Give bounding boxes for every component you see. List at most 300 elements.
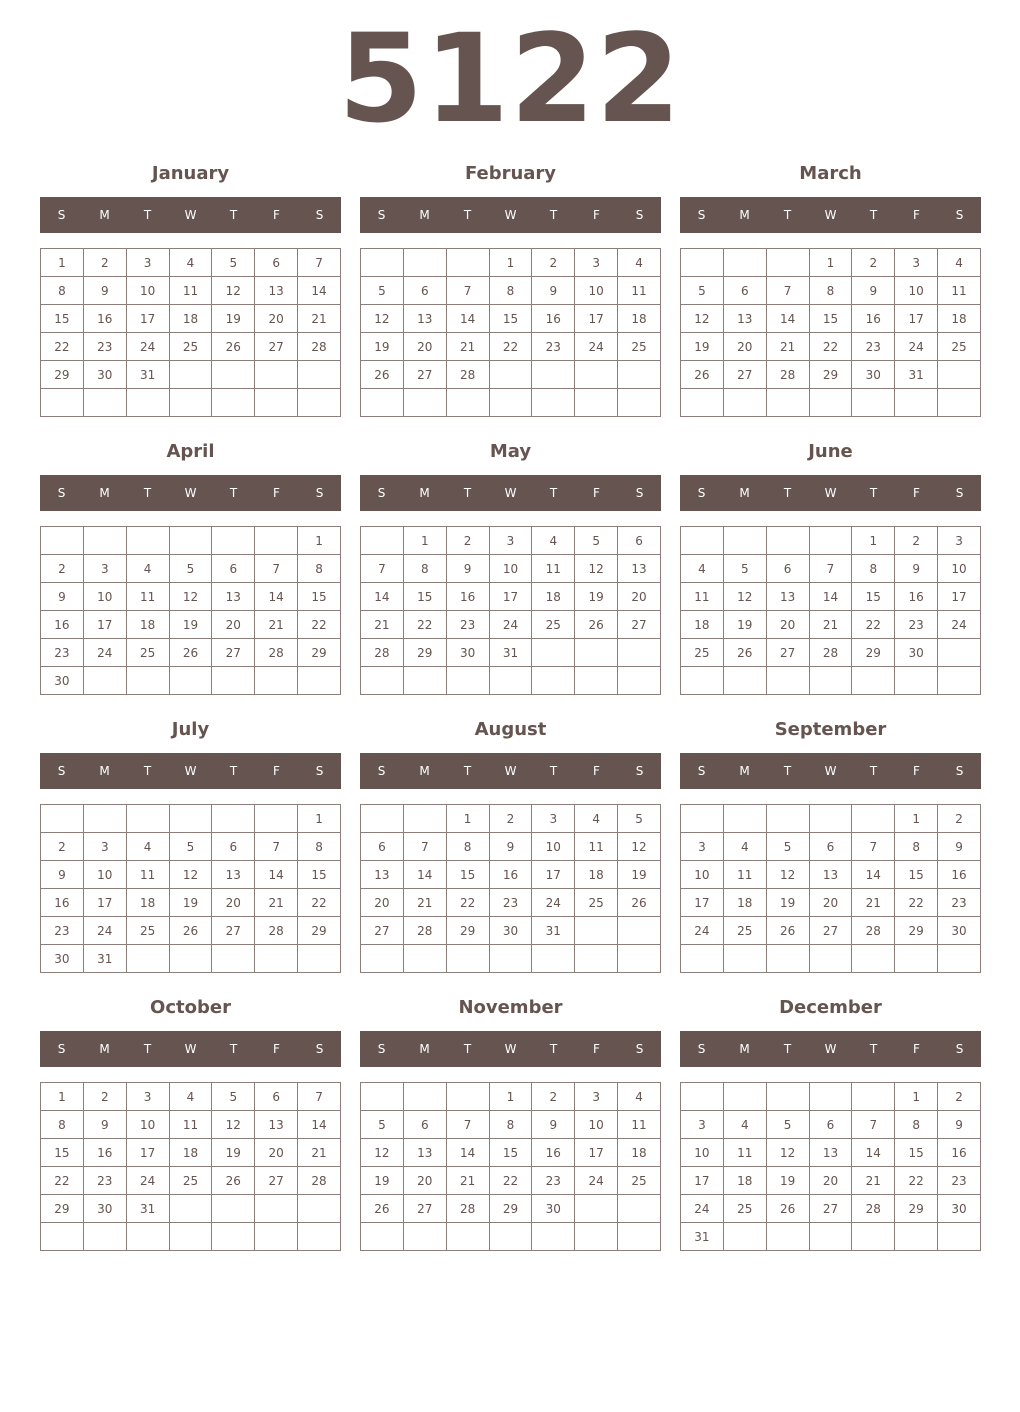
week-row [361,305,661,333]
day-cell: 23 [852,333,895,361]
empty-day-cell [532,389,575,417]
day-cell: 25 [126,917,169,945]
day-cell: 20 [212,611,255,639]
empty-day-cell [618,389,661,417]
weekday-label: T [549,208,558,222]
year-title: 5122 [338,8,682,150]
month-name: November [458,997,563,1018]
day-cell: 16 [895,583,938,611]
day-cell: 16 [852,305,895,333]
week-row [361,1167,661,1195]
day-cell: 4 [723,833,766,861]
day-cell: 15 [895,1139,938,1167]
empty-day-cell [852,945,895,973]
day-cell: 26 [212,333,255,361]
day-cell: 27 [255,333,298,361]
day-cell: 31 [83,945,126,973]
weekday-label: W [504,208,517,222]
day-cell: 22 [41,1167,84,1195]
day-cell: 18 [938,305,981,333]
empty-day-cell [532,1223,575,1251]
empty-day-cell [575,667,618,695]
day-cell: 21 [852,889,895,917]
week-row [681,611,981,639]
empty-day-cell [723,667,766,695]
day-cell: 10 [126,1111,169,1139]
day-cell: 6 [618,527,661,555]
day-cell: 22 [489,333,532,361]
day-cell: 17 [83,611,126,639]
day-cell: 8 [298,833,341,861]
week-row [681,527,981,555]
empty-day-cell [681,527,724,555]
empty-day-cell [766,527,809,555]
week-row [41,861,341,889]
day-cell: 26 [723,639,766,667]
day-cell: 15 [446,861,489,889]
empty-day-cell [895,1223,938,1251]
day-cell: 10 [938,555,981,583]
day-cell: 14 [361,583,404,611]
weekday-label: M [419,1042,430,1056]
weekday-label: T [229,208,238,222]
day-cell: 30 [83,1195,126,1223]
weekday-label: W [824,764,837,778]
day-cell: 10 [532,833,575,861]
empty-day-cell [255,389,298,417]
day-cell: 1 [852,527,895,555]
day-cell: 24 [681,917,724,945]
empty-day-cell [361,249,404,277]
empty-day-cell [809,527,852,555]
weekday-label: W [184,208,197,222]
weekday-label: T [783,486,792,500]
day-cell: 30 [938,1195,981,1223]
day-cell: 13 [403,1139,446,1167]
month-days-grid [360,1082,661,1251]
empty-day-cell [852,389,895,417]
day-cell: 19 [681,333,724,361]
day-cell: 2 [41,833,84,861]
day-cell: 5 [766,833,809,861]
weekday-label: W [504,486,517,500]
day-cell: 26 [681,361,724,389]
day-cell: 6 [809,833,852,861]
weekday-label: S [377,1042,386,1056]
week-row [41,389,341,417]
day-cell: 29 [298,639,341,667]
empty-day-cell [618,917,661,945]
month-name: May [489,441,532,462]
day-cell: 18 [723,889,766,917]
day-cell: 9 [83,277,126,305]
day-cell: 8 [489,1111,532,1139]
weekday-label: S [635,208,644,222]
day-cell: 13 [809,1139,852,1167]
weekday-label: S [315,208,324,222]
empty-day-cell [809,1223,852,1251]
day-cell: 27 [403,1195,446,1223]
empty-day-cell [681,805,724,833]
day-cell: 25 [938,333,981,361]
weekday-label: W [824,208,837,222]
weekday-label: F [913,208,920,222]
empty-day-cell [618,1223,661,1251]
day-cell: 27 [618,611,661,639]
day-cell: 27 [403,361,446,389]
week-row [41,805,341,833]
weekday-label: S [955,208,964,222]
day-cell: 22 [895,889,938,917]
day-cell: 25 [723,1195,766,1223]
month-name: July [171,719,210,740]
day-cell: 25 [575,889,618,917]
day-cell: 11 [618,277,661,305]
day-cell: 6 [403,277,446,305]
day-cell: 2 [852,249,895,277]
weekday-label: T [143,486,152,500]
day-cell: 9 [895,555,938,583]
day-cell: 11 [618,1111,661,1139]
empty-day-cell [618,667,661,695]
day-cell: 28 [852,1195,895,1223]
day-cell: 2 [938,1083,981,1111]
day-cell: 7 [255,555,298,583]
day-cell: 2 [532,249,575,277]
day-cell: 19 [169,611,212,639]
week-row [41,639,341,667]
day-cell: 12 [212,277,255,305]
day-cell: 3 [938,527,981,555]
empty-day-cell [618,1195,661,1223]
weekday-label: T [143,764,152,778]
week-row [681,555,981,583]
month-days-grid [40,526,341,695]
weekday-header [680,1031,981,1067]
weekday-label: W [824,486,837,500]
day-cell: 22 [809,333,852,361]
empty-day-cell [809,805,852,833]
day-cell: 18 [126,889,169,917]
day-cell: 1 [41,1083,84,1111]
day-cell: 16 [938,861,981,889]
week-row [41,1139,341,1167]
empty-day-cell [852,1223,895,1251]
day-cell: 1 [446,805,489,833]
day-cell: 6 [723,277,766,305]
day-cell: 22 [403,611,446,639]
weekday-label: S [635,1042,644,1056]
day-cell: 7 [809,555,852,583]
weekday-label: F [593,208,600,222]
day-cell: 1 [489,249,532,277]
day-cell: 2 [489,805,532,833]
empty-day-cell [361,389,404,417]
empty-day-cell [809,1083,852,1111]
empty-day-cell [126,945,169,973]
empty-day-cell [298,1223,341,1251]
empty-day-cell [723,945,766,973]
empty-day-cell [852,1083,895,1111]
week-row [681,249,981,277]
day-cell: 8 [489,277,532,305]
day-cell: 9 [83,1111,126,1139]
empty-day-cell [895,945,938,973]
empty-day-cell [575,1223,618,1251]
weekday-label: M [739,208,750,222]
week-row [361,861,661,889]
day-cell: 20 [361,889,404,917]
day-cell: 17 [895,305,938,333]
empty-day-cell [83,805,126,833]
day-cell: 4 [169,249,212,277]
week-row [361,389,661,417]
day-cell: 14 [766,305,809,333]
empty-day-cell [169,945,212,973]
weekday-label: W [184,764,197,778]
day-cell: 21 [255,889,298,917]
day-cell: 2 [938,805,981,833]
day-cell: 24 [575,1167,618,1195]
day-cell: 24 [489,611,532,639]
empty-day-cell [681,945,724,973]
day-cell: 8 [41,1111,84,1139]
empty-day-cell [723,389,766,417]
week-row [41,361,341,389]
day-cell: 3 [575,249,618,277]
day-cell: 23 [41,639,84,667]
empty-day-cell [723,1223,766,1251]
month-name: January [151,163,230,184]
day-cell: 13 [361,861,404,889]
day-cell: 4 [681,555,724,583]
weekday-label: S [377,764,386,778]
empty-day-cell [575,639,618,667]
day-cell: 2 [446,527,489,555]
day-cell: 9 [532,1111,575,1139]
day-cell: 31 [126,1195,169,1223]
day-cell: 17 [681,889,724,917]
day-cell: 10 [575,277,618,305]
day-cell: 20 [255,305,298,333]
weekday-label: T [549,1042,558,1056]
weekday-header [40,1031,341,1067]
empty-day-cell [83,667,126,695]
day-cell: 31 [895,361,938,389]
week-row [681,583,981,611]
day-cell: 15 [489,305,532,333]
day-cell: 12 [169,861,212,889]
week-row [41,917,341,945]
day-cell: 20 [212,889,255,917]
day-cell: 6 [255,249,298,277]
day-cell: 6 [255,1083,298,1111]
empty-day-cell [403,667,446,695]
week-row [361,917,661,945]
empty-day-cell [618,945,661,973]
weekday-header [360,197,661,233]
weekday-header [40,753,341,789]
day-cell: 30 [446,639,489,667]
day-cell: 25 [618,1167,661,1195]
day-cell: 9 [446,555,489,583]
day-cell: 13 [212,861,255,889]
day-cell: 25 [681,639,724,667]
empty-day-cell [126,667,169,695]
day-cell: 28 [255,917,298,945]
weekday-label: S [315,486,324,500]
day-cell: 20 [255,1139,298,1167]
empty-day-cell [361,805,404,833]
empty-day-cell [723,805,766,833]
week-row [41,1195,341,1223]
weekday-label: T [463,764,472,778]
week-row [361,805,661,833]
day-cell: 26 [766,917,809,945]
day-cell: 11 [169,1111,212,1139]
day-cell: 7 [298,1083,341,1111]
day-cell: 21 [255,611,298,639]
day-cell: 12 [766,1139,809,1167]
day-cell: 8 [852,555,895,583]
day-cell: 14 [852,861,895,889]
week-row [41,1167,341,1195]
day-cell: 14 [255,583,298,611]
weekday-label: S [697,208,706,222]
week-row [361,1111,661,1139]
weekday-label: F [593,486,600,500]
day-cell: 21 [809,611,852,639]
day-cell: 1 [809,249,852,277]
day-cell: 8 [895,833,938,861]
day-cell: 15 [41,305,84,333]
day-cell: 19 [361,333,404,361]
day-cell: 25 [126,639,169,667]
day-cell: 18 [575,861,618,889]
empty-day-cell [532,945,575,973]
weekday-label: T [869,764,878,778]
empty-day-cell [212,389,255,417]
day-cell: 11 [681,583,724,611]
day-cell: 6 [766,555,809,583]
day-cell: 19 [361,1167,404,1195]
day-cell: 27 [255,1167,298,1195]
weekday-label: M [739,1042,750,1056]
empty-day-cell [489,1223,532,1251]
day-cell: 27 [361,917,404,945]
day-cell: 3 [83,555,126,583]
empty-day-cell [41,389,84,417]
week-row [361,833,661,861]
day-cell: 4 [126,555,169,583]
weekday-label: M [99,1042,110,1056]
day-cell: 22 [852,611,895,639]
day-cell: 25 [169,333,212,361]
empty-day-cell [766,1223,809,1251]
empty-day-cell [446,249,489,277]
day-cell: 21 [298,305,341,333]
empty-day-cell [255,361,298,389]
day-cell: 14 [403,861,446,889]
day-cell: 30 [489,917,532,945]
day-cell: 8 [298,555,341,583]
week-row [41,667,341,695]
day-cell: 16 [532,1139,575,1167]
empty-day-cell [938,639,981,667]
day-cell: 2 [532,1083,575,1111]
empty-day-cell [298,361,341,389]
month-name: December [779,997,882,1018]
day-cell: 18 [532,583,575,611]
month-days-grid [360,248,661,417]
empty-day-cell [212,667,255,695]
day-cell: 14 [809,583,852,611]
empty-day-cell [938,1223,981,1251]
weekday-label: T [229,1042,238,1056]
empty-day-cell [618,639,661,667]
day-cell: 24 [126,333,169,361]
empty-day-cell [446,945,489,973]
day-cell: 5 [212,1083,255,1111]
day-cell: 15 [41,1139,84,1167]
day-cell: 16 [83,1139,126,1167]
day-cell: 8 [446,833,489,861]
day-cell: 8 [809,277,852,305]
day-cell: 14 [446,1139,489,1167]
day-cell: 3 [532,805,575,833]
week-row [361,667,661,695]
weekday-label: T [143,1042,152,1056]
week-row [681,1167,981,1195]
month-days-grid [680,526,981,695]
empty-day-cell [126,527,169,555]
day-cell: 11 [723,861,766,889]
empty-day-cell [83,527,126,555]
day-cell: 30 [41,667,84,695]
day-cell: 28 [446,1195,489,1223]
empty-day-cell [446,1083,489,1111]
day-cell: 24 [575,333,618,361]
week-row [361,527,661,555]
day-cell: 15 [809,305,852,333]
empty-day-cell [446,389,489,417]
week-row [681,639,981,667]
day-cell: 15 [895,861,938,889]
empty-day-cell [446,667,489,695]
day-cell: 29 [41,1195,84,1223]
day-cell: 11 [575,833,618,861]
empty-day-cell [403,1083,446,1111]
weekday-header [360,753,661,789]
day-cell: 12 [575,555,618,583]
empty-day-cell [681,389,724,417]
week-row [41,583,341,611]
day-cell: 25 [532,611,575,639]
week-row [41,527,341,555]
empty-day-cell [361,945,404,973]
day-cell: 24 [532,889,575,917]
empty-day-cell [446,1223,489,1251]
weekday-label: S [377,208,386,222]
day-cell: 1 [298,527,341,555]
weekday-label: S [635,764,644,778]
day-cell: 9 [532,277,575,305]
week-row [361,361,661,389]
day-cell: 17 [532,861,575,889]
empty-day-cell [83,1223,126,1251]
empty-day-cell [298,1195,341,1223]
weekday-label: S [955,1042,964,1056]
